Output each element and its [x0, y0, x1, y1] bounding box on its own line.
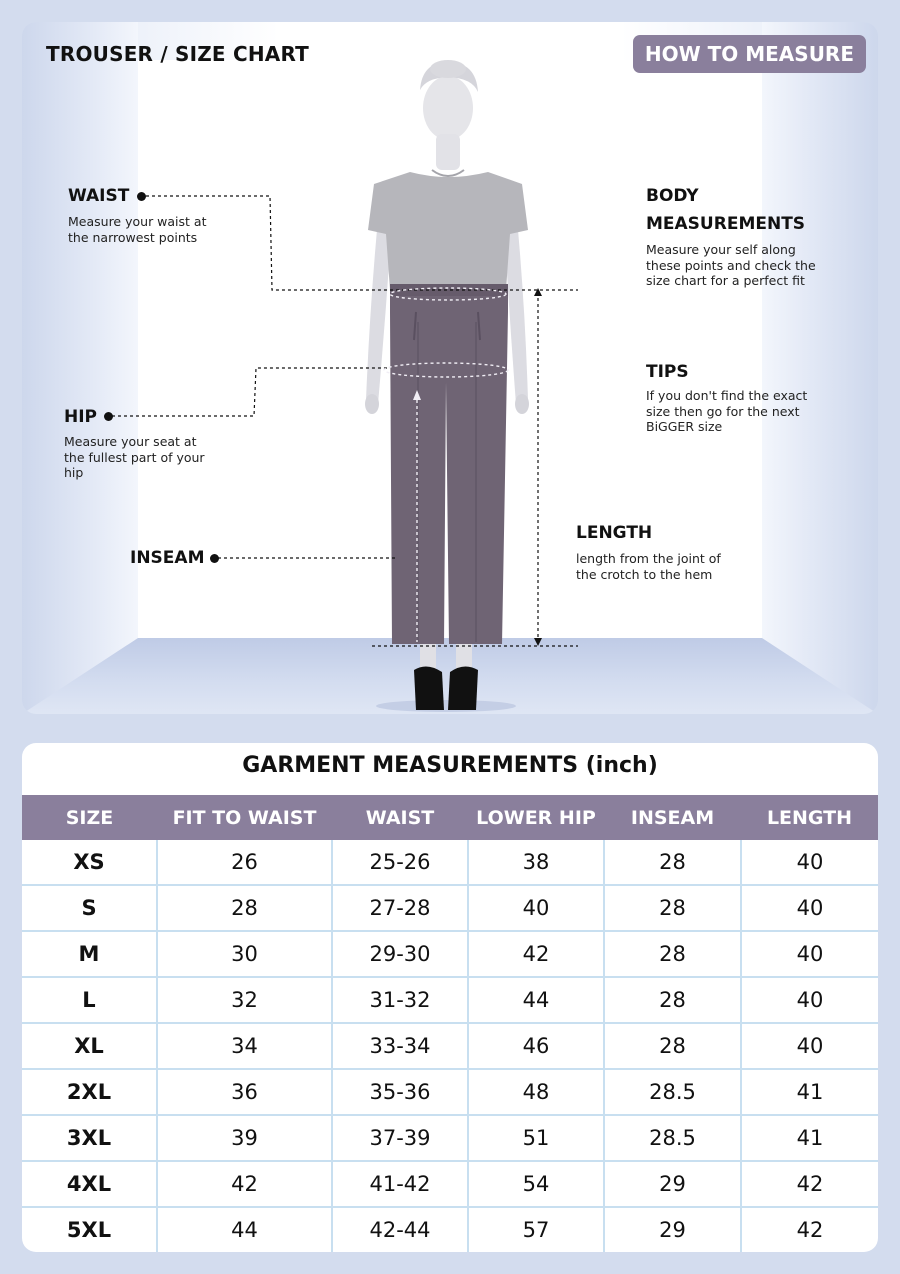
header-lower-hip: LOWER HIP: [468, 795, 604, 840]
cell-inseam: 28.5: [604, 1069, 741, 1115]
cell-lower-hip: 44: [468, 977, 604, 1023]
body-measurements-description: Measure your self along these points and check the size chart for a perfect fit: [646, 242, 816, 288]
cell-lower-hip: 57: [468, 1207, 604, 1252]
body-measurements-label-line1: BODY: [646, 186, 699, 206]
cell-waist: 35-36: [332, 1069, 468, 1115]
cell-fit-to-waist: 30: [157, 931, 332, 977]
length-description: length from the joint of the crotch to the hem: [576, 551, 721, 582]
table-row: [22, 840, 878, 885]
tips-description: If you don't find the exact size then go for the next BiGGER size: [646, 388, 808, 434]
page-title: TROUSER / SIZE CHART: [46, 42, 309, 66]
waist-label: WAIST: [68, 186, 130, 206]
cell-fit-to-waist: 39: [157, 1115, 332, 1161]
header-size: SIZE: [22, 795, 157, 840]
length-label: LENGTH: [576, 523, 653, 543]
cell-fit-to-waist: 34: [157, 1023, 332, 1069]
table-header-row: [22, 795, 878, 840]
cell-length: 42: [741, 1161, 878, 1207]
size-table: [22, 795, 878, 1252]
cell-inseam: 28.5: [604, 1115, 741, 1161]
cell-waist: 37-39: [332, 1115, 468, 1161]
waist-marker-dot: [137, 192, 146, 201]
table-row: [22, 1023, 878, 1069]
table-row: [22, 1207, 878, 1252]
cell-size: 4XL: [22, 1161, 157, 1207]
table-row: [22, 977, 878, 1023]
cell-fit-to-waist: 32: [157, 977, 332, 1023]
table-row: [22, 931, 878, 977]
cell-lower-hip: 51: [468, 1115, 604, 1161]
cell-waist: 33-34: [332, 1023, 468, 1069]
cell-lower-hip: 40: [468, 885, 604, 931]
cell-lower-hip: 54: [468, 1161, 604, 1207]
cell-waist: 41-42: [332, 1161, 468, 1207]
header-length: LENGTH: [741, 795, 878, 840]
cell-inseam: 28: [604, 977, 741, 1023]
table-row: [22, 1161, 878, 1207]
inseam-label: INSEAM: [130, 548, 205, 568]
cell-length: 41: [741, 1069, 878, 1115]
cell-waist: 25-26: [332, 840, 468, 885]
cell-inseam: 28: [604, 1023, 741, 1069]
cell-waist: 42-44: [332, 1207, 468, 1252]
cell-inseam: 29: [604, 1161, 741, 1207]
hip-description: Measure your seat at the fullest part of your hip: [64, 434, 205, 480]
body-measurements-label-line2: MEASUREMENTS: [646, 214, 806, 234]
cell-fit-to-waist: 26: [157, 840, 332, 885]
waist-description: Measure your waist at the narrowest points: [68, 214, 207, 245]
mannequin-illustration: [22, 22, 878, 714]
header-waist: WAIST: [332, 795, 468, 840]
cell-fit-to-waist: 36: [157, 1069, 332, 1115]
header-fit-to-waist: FIT TO WAIST: [157, 795, 332, 840]
cell-inseam: 29: [604, 1207, 741, 1252]
table-title: GARMENT MEASUREMENTS (inch): [242, 753, 658, 778]
inseam-marker-dot: [210, 554, 219, 563]
cell-length: 40: [741, 931, 878, 977]
cell-length: 40: [741, 840, 878, 885]
cell-size: L: [22, 977, 157, 1023]
table-row: [22, 1115, 878, 1161]
cell-length: 41: [741, 1115, 878, 1161]
cell-size: 2XL: [22, 1069, 157, 1115]
hip-marker-dot: [104, 412, 113, 421]
table-row: [22, 885, 878, 931]
cell-fit-to-waist: 44: [157, 1207, 332, 1252]
cell-length: 40: [741, 1023, 878, 1069]
cell-fit-to-waist: 42: [157, 1161, 332, 1207]
cell-lower-hip: 38: [468, 840, 604, 885]
cell-waist: 29-30: [332, 931, 468, 977]
tips-label: TIPS: [646, 362, 689, 382]
garment-measurements-card: [22, 743, 878, 1252]
hip-label: HIP: [64, 407, 98, 427]
cell-inseam: 28: [604, 885, 741, 931]
header-inseam: INSEAM: [604, 795, 741, 840]
cell-size: 3XL: [22, 1115, 157, 1161]
cell-size: S: [22, 885, 157, 931]
cell-inseam: 28: [604, 840, 741, 885]
cell-lower-hip: 42: [468, 931, 604, 977]
cell-length: 40: [741, 885, 878, 931]
table-row: [22, 1069, 878, 1115]
cell-inseam: 28: [604, 931, 741, 977]
cell-length: 40: [741, 977, 878, 1023]
cell-size: XL: [22, 1023, 157, 1069]
cell-length: 42: [796, 1218, 824, 1242]
cell-size: M: [22, 931, 157, 977]
cell-size: XS: [22, 840, 157, 885]
cell-waist: 27-28: [332, 885, 468, 931]
cell-fit-to-waist: 28: [157, 885, 332, 931]
how-to-measure-button[interactable]: HOW TO MEASURE: [633, 35, 866, 73]
cell-waist: 31-32: [332, 977, 468, 1023]
cell-lower-hip: 46: [468, 1023, 604, 1069]
cell-lower-hip: 48: [468, 1069, 604, 1115]
how-to-measure-card: [22, 22, 878, 714]
cell-size: 5XL: [22, 1207, 157, 1252]
